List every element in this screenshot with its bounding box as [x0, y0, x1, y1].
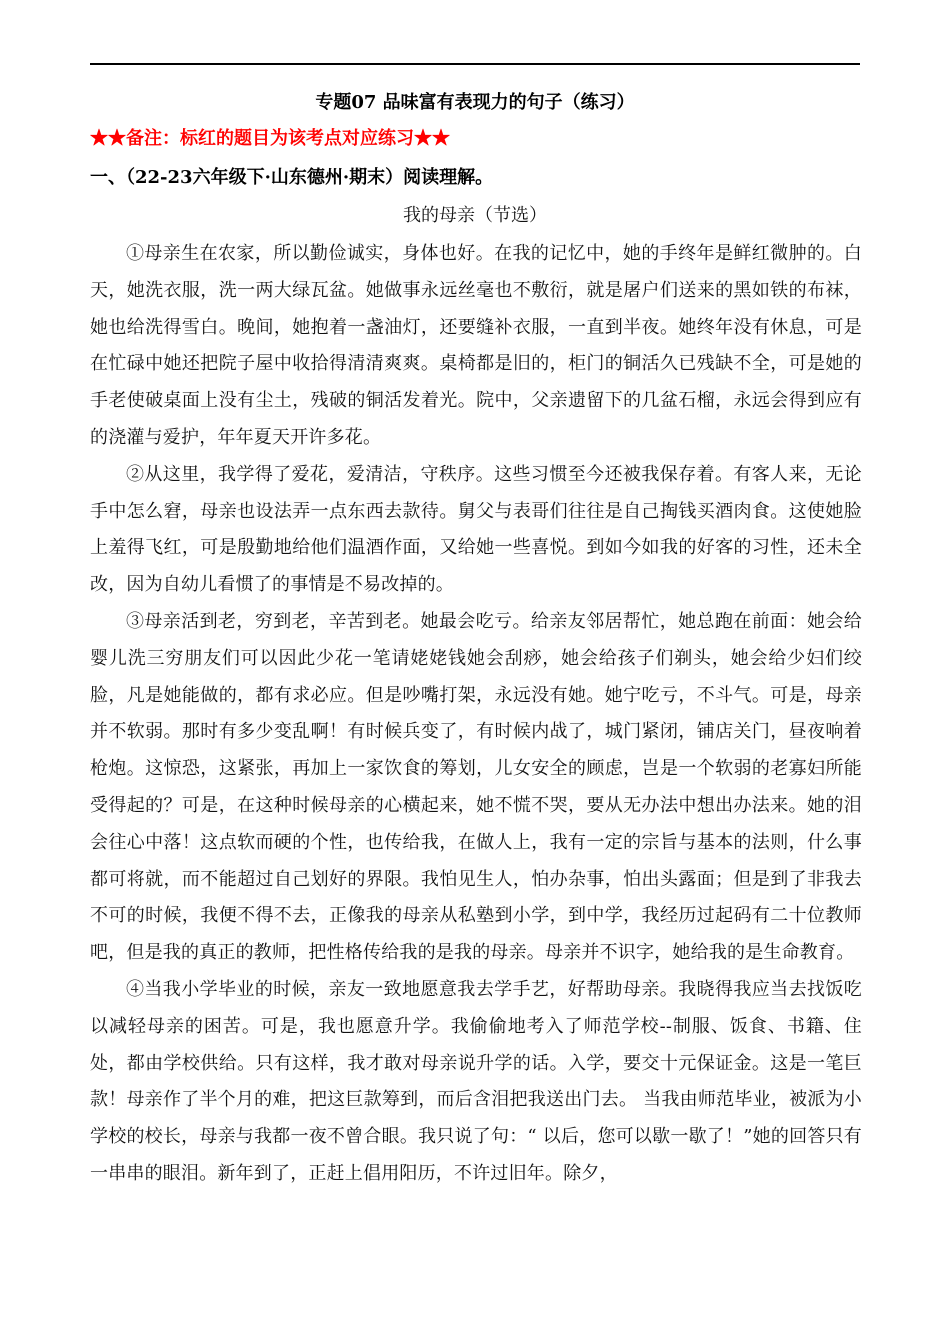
top-rule	[90, 63, 860, 65]
paragraph-2: ②从这里，我学得了爱花，爱清洁，守秩序。这些习惯至今还被我保存着。有客人来，无论手中怎么窘，母亲也设法弄一点东西去款待。舅父与表哥们往往是自己掏钱买酒肉食。这使她脸上羞得飞红，可是殷勤地给他们温酒作面，又给她一些喜悦。到如今如我的好客的习性，还未全改，因为自幼儿看惯了的事情是不易改掉的。	[90, 463, 862, 596]
paragraph-3: ③母亲活到老，穷到老，辛苦到老。她最会吃亏。给亲友邻居帮忙，她总跑在前面：她会给婴儿洗三穷朋友们可以因此少花一笔请姥姥钱她会刮痧，她会给孩子们剃头，她会给少妇们绞脸，凡是她能做的，都有求必应。但是吵嘴打架，永远没有她。她宁吃亏，不斗气。可是，母亲并不软弱。那时有多少变乱啊！有时候兵变了，有时候内战了，城门紧闭，铺店关门，昼夜响着枪炮。这惊恐，这紧张，再加上一家饮食的筹划，儿女安全的顾虑，岂是一个软弱的老寡妇所能受得起的？可是，在这种时候母亲的心横起来，她不慌不哭，要从无办法中想出办法来。她的泪会往心中落！这点软而硬的个性，也传给我，在做人上，我有一定的宗旨与基本的法则，什么事都可将就，而不能超过自己划好的界限。我怕见生人，怕办杂事，怕出头露面；但是到了非我去不可的时候，我便不得不去，正像我的母亲从私塾到小学，到中学，我经历过起码有二十位教师吧，但是我的真正的教师，把性格传给我的是我的母亲。母亲并不识字，她给我的是生命教育。	[90, 610, 862, 964]
document-title: 专题07 品味富有表现力的句子（练习）	[315, 92, 635, 113]
paragraph-1: ①母亲生在农家，所以勤俭诚实，身体也好。在我的记忆中，她的手终年是鲜红微肿的。白天，她洗衣服，洗一两大绿瓦盆。她做事永远丝毫也不敷衍，就是屠户们送来的黑如铁的布袜，她也给洗得雪白。晚间，她抱着一盏油灯，还要缝补衣服，一直到半夜。她终年没有休息，可是在忙碌中她还把院子屋中收拾得清清爽爽。桌椅都是旧的，柜门的铜活久已残缺不全，可是她的手老使破桌面上没有尘土，残破的铜活发着光。院中，父亲遗留下的几盆石榴，永远会得到应有的浇灌与爱护，年年夏天开许多花。	[90, 243, 862, 448]
paragraph-4: ④当我小学毕业的时候，亲友一致地愿意我去学手艺，好帮助母亲。我晓得我应当去找饭吃以减轻母亲的困苦。可是，我也愿意升学。我偷偷地考入了师范学校--制服、饭食、书籍、住处，都由学校供给。只有这样，我才敢对母亲说升学的话。入学，要交十元保证金。这是一笔巨款！母亲作了半个月的难，把这巨款筹到，而后含泪把我送出门去。 当我由师范毕业，被派为小学校的校长，母亲与我都一夜不曾合眼。我只说了句：“ 以后，您可以歇一歇了！”她的回答只有一串串的眼泪。新年到了，正赶上倡用阳历，不许过旧年。除夕，	[90, 978, 862, 1184]
red-note: ★★备注：标红的题目为该考点对应练习★★	[90, 128, 450, 149]
question-heading: 一、（22-23六年级下·山东德州·期末）阅读理解。	[90, 167, 494, 188]
passage-body	[90, 236, 862, 1193]
passage-title: 我的母亲（节选）	[403, 205, 547, 226]
